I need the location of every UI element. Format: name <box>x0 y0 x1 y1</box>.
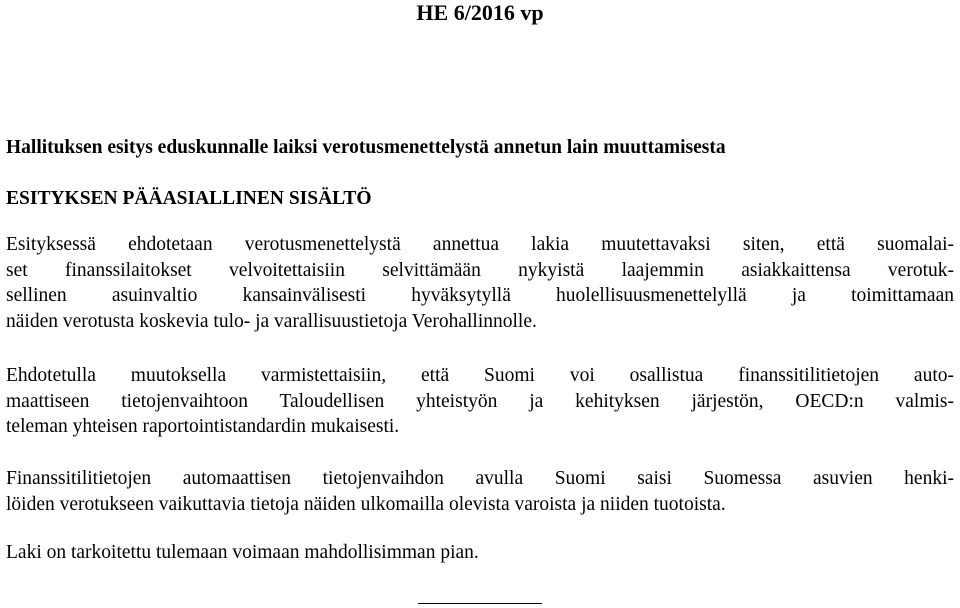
paragraph-line: Ehdotetulla muutoksella varmistettaisiin, että Suomi voi osallistua finanssitilitietojen auto- <box>6 365 954 386</box>
paragraph-line: sellinen asuinvaltio kansainvälisesti hyväksytyllä huolellisuusmenettelyllä ja toimittamaan <box>6 285 954 306</box>
paragraph-line: teleman yhteisen raportointistandardin mukaisesti. <box>6 416 400 437</box>
paragraph-line: näiden verotusta koskevia tulo- ja varallisuustietoja Verohallinnolle. <box>6 310 537 332</box>
paragraph-line: Laki on tarkoitettu tulemaan voimaan mahdollisimman pian. <box>6 542 479 563</box>
paragraph-line: set finanssilaitokset velvoitettaisiin selvittämään nykyistä laajemmin asiakkaittensa verotuk- <box>6 259 954 281</box>
paragraph-1 <box>6 232 954 334</box>
paragraph-4 <box>6 540 954 566</box>
paragraph-3 <box>6 466 954 517</box>
document-id: HE 6/2016 vp <box>416 0 544 25</box>
paragraph-line: Finanssitilitietojen automaattisen tietojenvaihdon avulla Suomi saisi Suomessa asuvien henki- <box>6 468 954 489</box>
paragraph-line: maattiseen tietojenvaihtoon Taloudellisen yhteistyön ja kehityksen järjestön, OECD:n valmis- <box>6 390 954 412</box>
paragraph-2 <box>6 363 954 440</box>
paragraph-line: Esityksessä ehdotetaan verotusmenettelystä annettua lakia muutettavaksi siten, että suomalai- <box>6 234 954 255</box>
section-heading: ESITYKSEN PÄÄASIALLINEN SISÄLTÖ <box>6 188 372 209</box>
bill-title: Hallituksen esitys eduskunnalle laiksi verotusmenettelystä annetun lain muuttamisesta <box>6 137 726 158</box>
end-divider <box>418 603 542 604</box>
paragraph-line: löiden verotukseen vaikuttavia tietoja näiden ulkomailla olevista varoista ja niiden tuotoista. <box>6 493 726 515</box>
